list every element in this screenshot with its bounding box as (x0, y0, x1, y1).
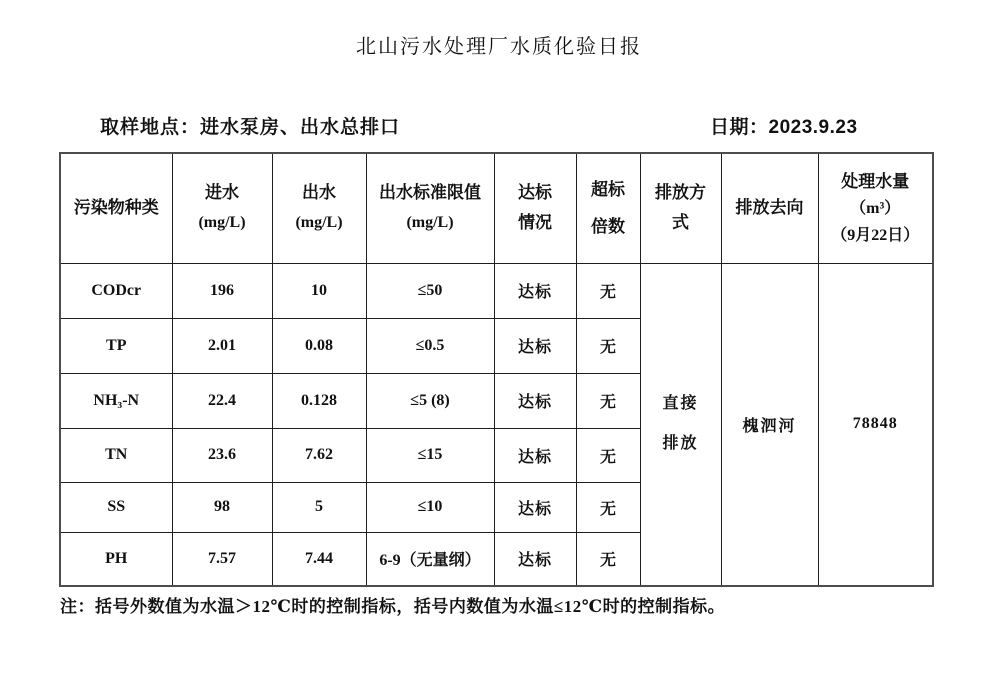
water-quality-table (59, 152, 934, 587)
cell-status: 达标 (494, 318, 576, 373)
cell-limit: ≤10 (366, 482, 494, 532)
cell-exceed: 无 (576, 428, 640, 482)
table-row (60, 263, 933, 318)
header-outflow: 出水 (mg/L) (272, 153, 366, 263)
page-title: 北山污水处理厂水质化验日报 (356, 36, 642, 58)
cell-exceed: 无 (576, 532, 640, 586)
table-header-row (60, 153, 933, 263)
footnote: 注：括号外数值为水温＞12℃时的控制指标，括号内数值为水温≤12℃时的控制指标。 (60, 597, 726, 616)
cell-limit: ≤50 (366, 263, 494, 318)
cell-inflow: 196 (172, 263, 272, 318)
cell-limit: ≤15 (366, 428, 494, 482)
cell-exceed: 无 (576, 318, 640, 373)
cell-pollutant: PH (60, 532, 172, 586)
header-exceed-ratio: 超标 倍数 (576, 153, 640, 263)
cell-status: 达标 (494, 373, 576, 428)
cell-inflow: 22.4 (172, 373, 272, 428)
cell-inflow: 23.6 (172, 428, 272, 482)
meta-row (0, 112, 998, 142)
cell-exceed: 无 (576, 373, 640, 428)
cell-inflow: 7.57 (172, 532, 272, 586)
cell-status: 达标 (494, 482, 576, 532)
header-limit: 出水标准限值 (mg/L) (366, 153, 494, 263)
cell-pollutant: SS (60, 482, 172, 532)
cell-status: 达标 (494, 532, 576, 586)
cell-outflow: 10 (272, 263, 366, 318)
cell-outflow: 7.44 (272, 532, 366, 586)
cell-outflow: 5 (272, 482, 366, 532)
cell-discharge-mode: 直接 排放 (640, 263, 721, 586)
cell-status: 达标 (494, 428, 576, 482)
cell-pollutant: TP (60, 318, 172, 373)
cell-limit: ≤5 (8) (366, 373, 494, 428)
header-discharge-mode: 排放方 式 (640, 153, 721, 263)
cell-pollutant: CODcr (60, 263, 172, 318)
cell-discharge-destination: 槐泗河 (721, 263, 818, 586)
cell-limit: ≤0.5 (366, 318, 494, 373)
header-inflow: 进水 (mg/L) (172, 153, 272, 263)
cell-outflow: 0.08 (272, 318, 366, 373)
cell-outflow: 7.62 (272, 428, 366, 482)
report-date-label: 日期：2023.9.23 (710, 117, 858, 138)
cell-status: 达标 (494, 263, 576, 318)
cell-pollutant: TN (60, 428, 172, 482)
header-status: 达标 情况 (494, 153, 576, 263)
cell-inflow: 2.01 (172, 318, 272, 373)
cell-limit: 6-9（无量纲） (366, 532, 494, 586)
cell-exceed: 无 (576, 263, 640, 318)
sampling-location-label: 取样地点：进水泵房、出水总排口 (100, 117, 401, 138)
cell-exceed: 无 (576, 482, 640, 532)
header-treated-volume: 处理水量 （m³） （9月22日） (818, 153, 933, 263)
cell-inflow: 98 (172, 482, 272, 532)
cell-treated-volume: 78848 (818, 263, 933, 586)
header-pollutant: 污染物种类 (60, 153, 172, 263)
cell-outflow: 0.128 (272, 373, 366, 428)
header-discharge-destination: 排放去向 (721, 153, 818, 263)
cell-pollutant: NH₃-N (60, 373, 172, 428)
